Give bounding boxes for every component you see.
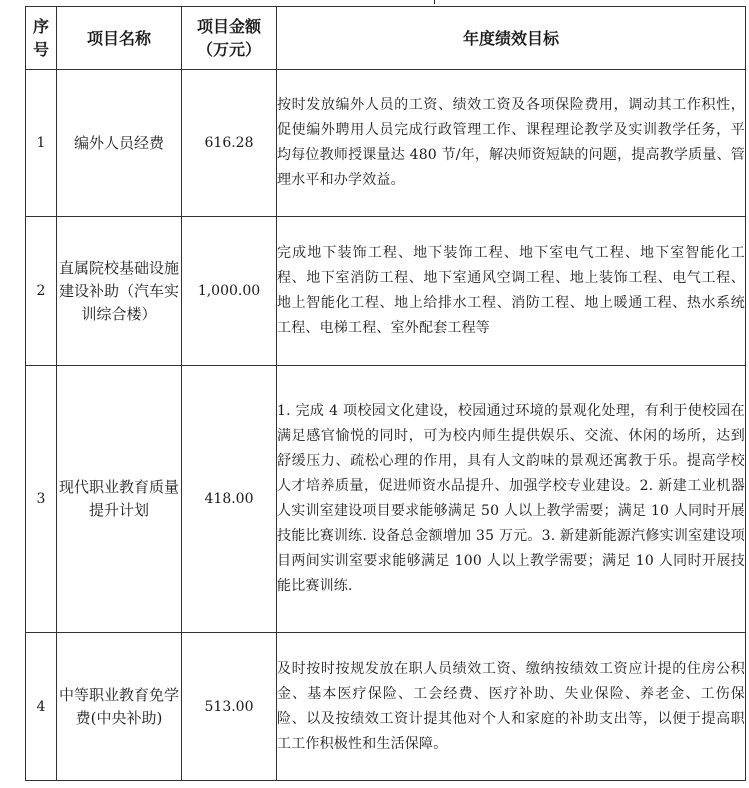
- table-header-row: [26, 7, 746, 70]
- row-goal: 按时发放编外人员的工资、绩效工资及各项保险费用，调动其工作积性，促使编外聘用人员完成行政管理工作、课程理论教学及实训教学任务，平均每位教师授课量达 480 节/年，解决师资短缺的问题，提高教学质量、管理水平和办学效益。: [277, 70, 746, 217]
- row-goal: 及时按时按规发放在职人员绩效工资、缴纳按绩效工资应计提的住房公积金、基本医疗保险、工会经费、医疗补助、失业保险、养老金、工伤保险、以及按绩效工资计提其他对个人和家庭的补助支出等，以便于提高职工工作积极性和生活保障。: [277, 633, 746, 781]
- row-no: 4: [26, 633, 57, 781]
- row-name: 中等职业教育免学费(中央补助): [57, 633, 182, 781]
- row-no: 1: [26, 70, 57, 217]
- table-row: [26, 633, 746, 781]
- header-amount: 项目金额 （万元）: [182, 7, 277, 70]
- row-amount: 513.00: [182, 633, 277, 781]
- row-no: 2: [26, 217, 57, 366]
- row-amount: 616.28: [182, 70, 277, 217]
- top-edge-mark: [434, 0, 435, 4]
- table-row: [26, 217, 746, 366]
- table-row: [26, 70, 746, 217]
- row-goal: 完成地下装饰工程、地下装饰工程、地下室电气工程、地下室智能化工程、地下室消防工程、地下室通风空调工程、地上装饰工程、电气工程、地上智能化工程、地上给排水工程、消防工程、地上暖通工程、热水系统工程、电梯工程、室外配套工程等: [277, 217, 746, 366]
- row-amount: 418.00: [182, 366, 277, 633]
- row-goal: 1. 完成 4 项校园文化建设，校园通过环境的景观化处理，有利于使校园在满足感官愉悦的同时，可为校内师生提供娱乐、交流、休闲的场所，达到舒缓压力、疏松心理的作用，具有人文韵味的景观还寓教于乐。提高学校人才培养质量，促进师资水品提升、加强学校专业建设。2. 新建工业机器人实训室建设项目要求能够满足 50 人以上教学需要；满足 10 人同时开展技能比赛训练. 设备总金额增加 35 万元。3. 新建新能源汽修实训室建设项目两间实训室要求能够满足 100 人以上教学需要；满足 10 人同时开展技能比赛训练.: [277, 366, 746, 633]
- performance-goals-table: [25, 6, 746, 781]
- header-no: 序 号: [26, 7, 57, 70]
- row-no: 3: [26, 366, 57, 633]
- header-goal: 年度绩效目标: [277, 7, 746, 70]
- row-amount: 1,000.00: [182, 217, 277, 366]
- row-name: 编外人员经费: [57, 70, 182, 217]
- row-name: 直属院校基础设施建设补助（汽车实训综合楼）: [57, 217, 182, 366]
- table-row: [26, 366, 746, 633]
- row-name: 现代职业教育质量提升计划: [57, 366, 182, 633]
- header-name: 项目名称: [57, 7, 182, 70]
